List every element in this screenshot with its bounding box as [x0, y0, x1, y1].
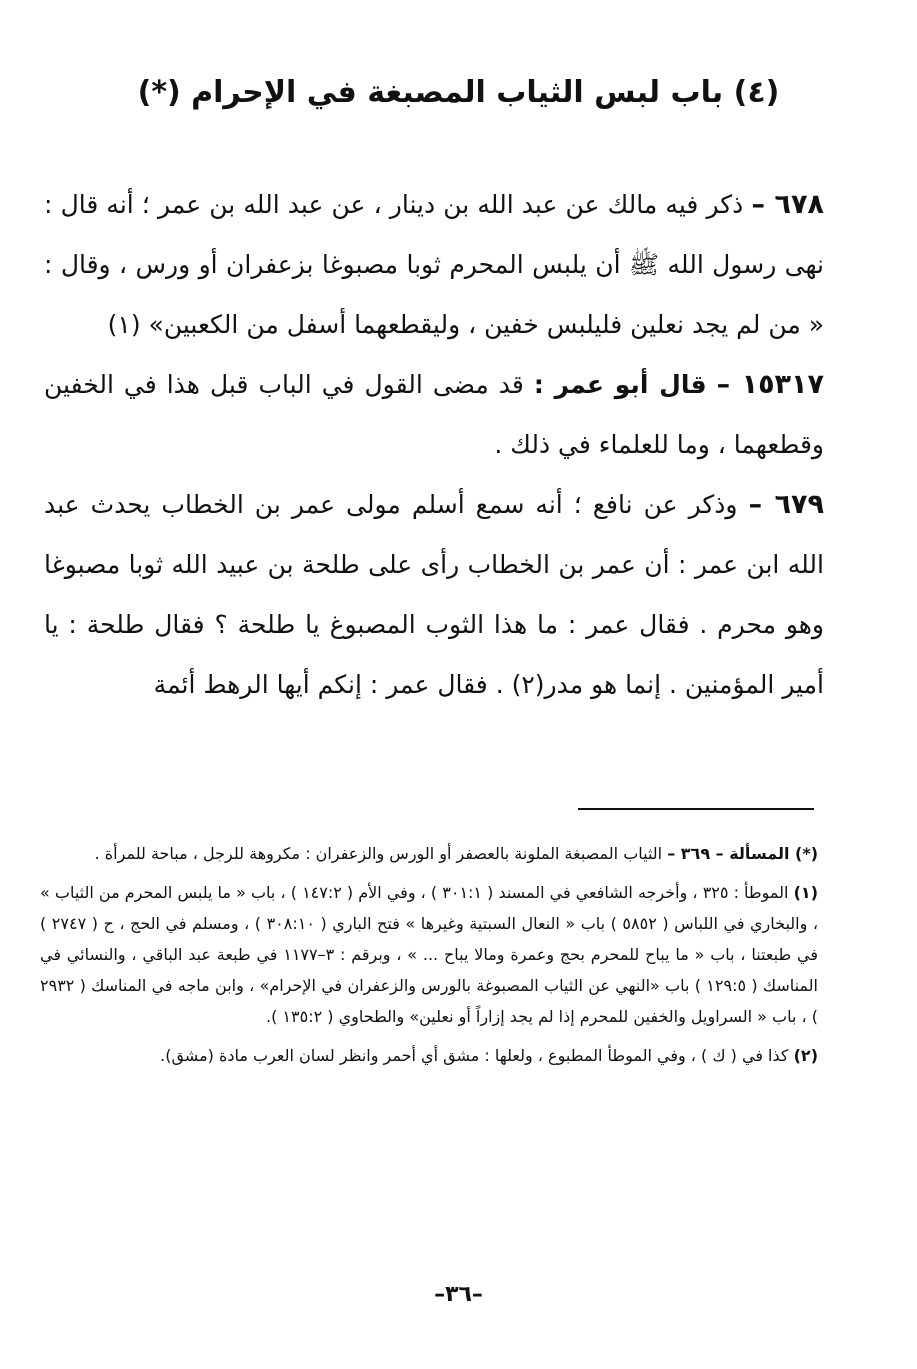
footnote-text: الثياب المصبغة الملونة بالعصفر أو الورس والزعفران : مكروهة للرجل ، مباحة للمرأة . — [94, 844, 663, 863]
footnote-text: كذا في ( ك ) ، وفي الموطأ المطبوع ، ولعلها : مشق أي أحمر وانظر لسان العرب مادة (مشق). — [160, 1046, 789, 1065]
paragraph-number: ١٥٣١٧ – — [716, 369, 824, 400]
paragraph-15317 — [44, 355, 824, 475]
footnote-mark: (*) المسألة – ٣٦٩ – — [667, 844, 818, 863]
footnote-text: الموطأ : ٣٢٥ ، وأخرجه الشافعي في المسند ( ٣٠١:١ ) ، وفي الأم ( ١٤٧:٢ ) ، باب « ما يلبس المحرم من الثياب » ، والبخاري في اللباس ( ٥٨٥٢ ) باب « النعال السبتية وغيرها » فتح الباري ( ٣٠٨:١٠ ) ، ومسلم في الحج ، ح ( ٢٧٤٧ ) في طبعتنا ، باب « ما يباح للمحرم بحج وعمرة ومالا يباح ... » ، وبرقم : ٣–١١٧٧ في طبعة عبد الباقي ، والنسائي في المناسك ( ١٢٩:٥ ) باب «النهي عن الثياب المصبوغة بالورس والزعفران في الإحرام» ، وابن ماجه في المناسك ( ٢٩٣٢ ) ، باب « السراويل والخفين للمحرم إذا لم يجد إزاراً أو نعلين» والطحاوي ( ١٣٥:٢ ). — [40, 883, 819, 1026]
paragraph-text: وذكر عن نافع ؛ أنه سمع أسلم مولى عمر بن الخطاب يحدث عبد الله ابن عمر : أن عمر بن الخطاب رأى على طلحة بن عبيد الله ثوبا مصبوغا وهو محرم . فقال عمر : ما هذا الثوب المصبوغ يا طلحة ؟ فقال طلحة : يا أمير المؤمنين . إنما هو مدر(٢) . فقال عمر : إنكم أيها الرهط أئمة — [44, 490, 824, 699]
paragraph-lead: قال أبو عمر : — [533, 370, 707, 399]
page-number: –٣٦– — [434, 1282, 483, 1307]
paragraph-678 — [44, 175, 824, 355]
paragraph-text: قد مضى القول في الباب قبل هذا في الخفين وقطعهما ، وما للعلماء في ذلك . — [44, 370, 824, 459]
footnote-2 — [40, 1040, 818, 1071]
footnote-separator — [578, 808, 814, 810]
paragraph-text: ذكر فيه مالك عن عبد الله بن دينار ، عن عبد الله بن عمر ؛ أنه قال : نهى رسول الله ﷺ أن يلبس المحرم ثوبا مصبوغا بزعفران أو ورس ، وقال : « من لم يجد نعلين فليلبس خفين ، وليقطعهما أسفل من الكعبين» (١) — [44, 190, 824, 339]
main-text — [44, 175, 824, 715]
chapter-title: (٤) باب لبس الثياب المصبغة في الإحرام (*) — [137, 75, 780, 110]
footnote-mark: (١) — [793, 883, 818, 902]
footnote-mark: (٢) — [793, 1046, 818, 1065]
footnotes — [40, 838, 818, 1079]
paragraph-number: ٦٧٨ – — [751, 189, 824, 220]
paragraph-number: ٦٧٩ – — [748, 489, 825, 520]
footnote-1 — [40, 877, 818, 1032]
paragraph-679 — [44, 475, 824, 715]
footnote-issue — [40, 838, 818, 869]
